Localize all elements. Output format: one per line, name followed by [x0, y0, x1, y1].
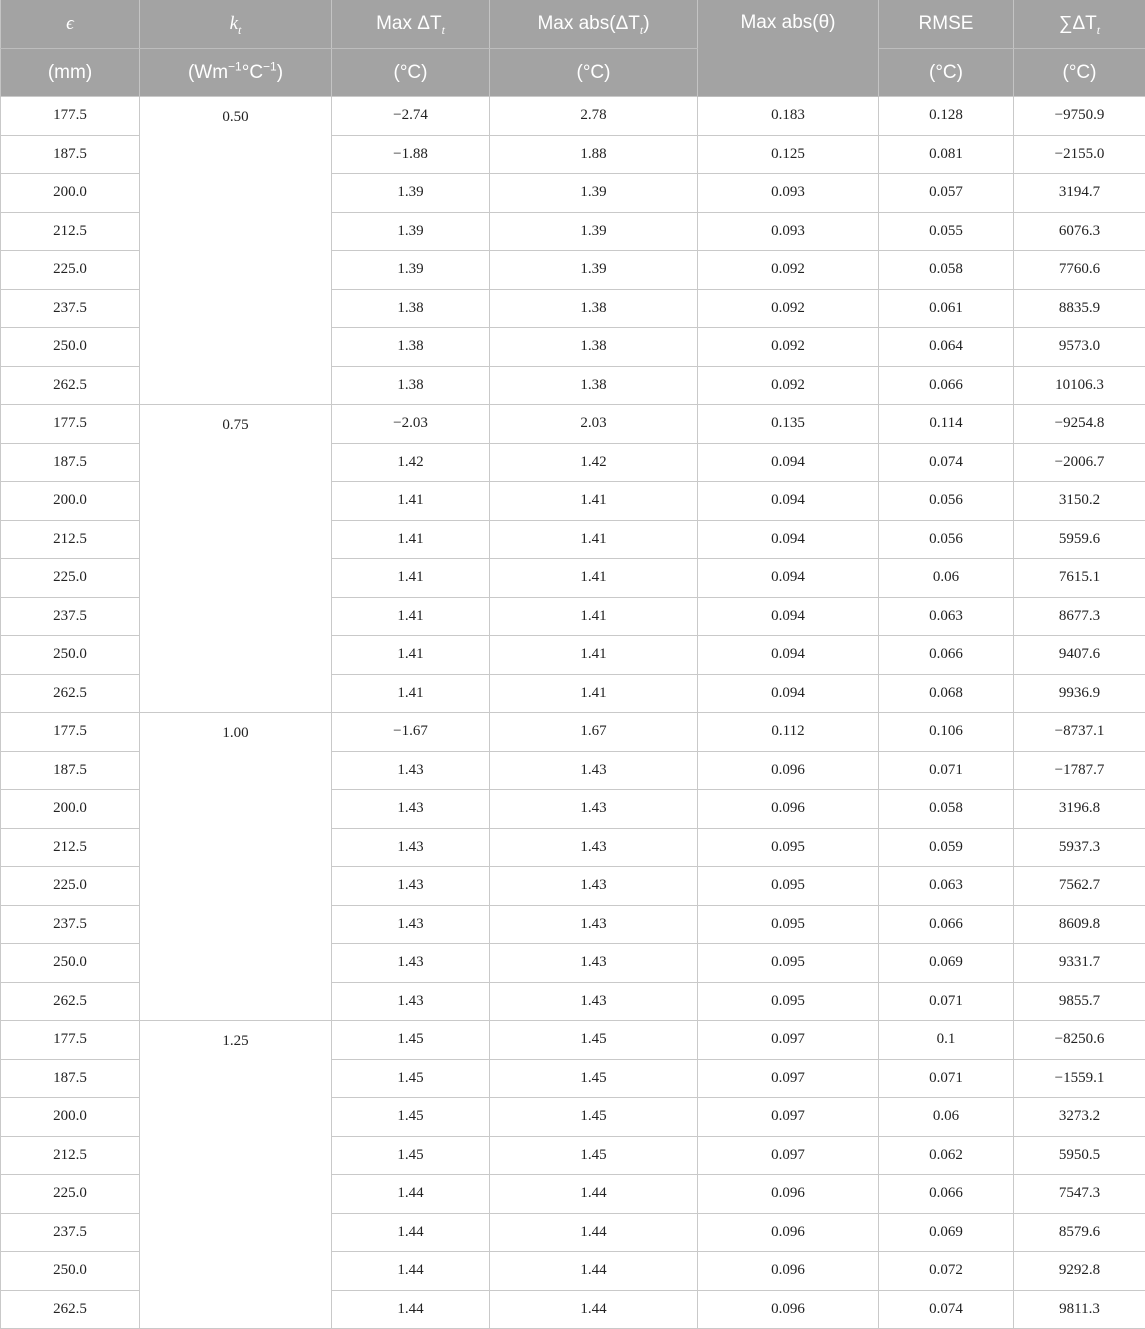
cell-epsilon: 177.5	[1, 97, 140, 136]
cell-rmse: 0.057	[879, 174, 1014, 213]
cell-epsilon: 212.5	[1, 520, 140, 559]
cell-max-abs-theta: 0.095	[698, 944, 879, 983]
cell-max-abs-dt: 1.45	[490, 1136, 698, 1175]
cell-kt: 1.25	[140, 1021, 332, 1329]
cell-sum-dt: −9254.8	[1014, 405, 1145, 444]
cell-max-dt: 1.42	[332, 443, 490, 482]
cell-max-abs-theta: 0.095	[698, 867, 879, 906]
cell-sum-dt: 5937.3	[1014, 828, 1145, 867]
cell-rmse: 0.056	[879, 482, 1014, 521]
cell-epsilon: 225.0	[1, 867, 140, 906]
cell-max-dt: 1.41	[332, 674, 490, 713]
header-kt-unit: $(Wm^{-1}^\circ C^{-1})$	[140, 49, 332, 97]
cell-rmse: 0.066	[879, 1175, 1014, 1214]
cell-max-abs-dt: 1.42	[490, 443, 698, 482]
cell-sum-dt: 3150.2	[1014, 482, 1145, 521]
cell-rmse: 0.071	[879, 751, 1014, 790]
cell-rmse: 0.058	[879, 790, 1014, 829]
cell-sum-dt: 9811.3	[1014, 1290, 1145, 1329]
cell-sum-dt: 7547.3	[1014, 1175, 1145, 1214]
header-epsilon: ϵ	[1, 0, 140, 49]
header-max-abs-theta: Max abs(θ)	[698, 0, 879, 97]
cell-max-abs-theta: 0.094	[698, 636, 879, 675]
table-row	[1, 405, 1145, 444]
cell-max-dt: 1.43	[332, 828, 490, 867]
cell-sum-dt: 7562.7	[1014, 867, 1145, 906]
cell-rmse: 0.066	[879, 366, 1014, 405]
cell-sum-dt: −2006.7	[1014, 443, 1145, 482]
cell-max-abs-dt: 1.41	[490, 520, 698, 559]
cell-rmse: 0.062	[879, 1136, 1014, 1175]
header-sum-dt-unit: (°C)	[1014, 49, 1145, 97]
cell-epsilon: 225.0	[1, 559, 140, 598]
cell-rmse: 0.055	[879, 212, 1014, 251]
cell-max-abs-dt: 2.03	[490, 405, 698, 444]
cell-sum-dt: −9750.9	[1014, 97, 1145, 136]
cell-sum-dt: 3194.7	[1014, 174, 1145, 213]
cell-epsilon: 212.5	[1, 828, 140, 867]
cell-sum-dt: 9292.8	[1014, 1252, 1145, 1291]
cell-max-abs-dt: 1.44	[490, 1290, 698, 1329]
cell-max-abs-theta: 0.183	[698, 97, 879, 136]
cell-max-abs-dt: 1.38	[490, 366, 698, 405]
cell-max-dt: 1.45	[332, 1059, 490, 1098]
cell-max-abs-dt: 1.41	[490, 482, 698, 521]
header-max-dt-unit: (°C)	[332, 49, 490, 97]
cell-max-dt: −1.88	[332, 135, 490, 174]
cell-max-abs-dt: 1.44	[490, 1175, 698, 1214]
cell-max-dt: 1.38	[332, 289, 490, 328]
cell-rmse: 0.1	[879, 1021, 1014, 1060]
cell-max-abs-dt: 1.39	[490, 212, 698, 251]
cell-rmse: 0.066	[879, 636, 1014, 675]
cell-sum-dt: −2155.0	[1014, 135, 1145, 174]
cell-rmse: 0.06	[879, 559, 1014, 598]
cell-max-abs-theta: 0.095	[698, 828, 879, 867]
cell-max-dt: 1.44	[332, 1252, 490, 1291]
cell-max-abs-theta: 0.092	[698, 289, 879, 328]
cell-epsilon: 187.5	[1, 443, 140, 482]
cell-max-dt: 1.41	[332, 636, 490, 675]
cell-max-dt: −2.03	[332, 405, 490, 444]
cell-epsilon: 177.5	[1, 713, 140, 752]
cell-rmse: 0.069	[879, 944, 1014, 983]
cell-rmse: 0.063	[879, 597, 1014, 636]
cell-max-abs-theta: 0.093	[698, 174, 879, 213]
cell-epsilon: 200.0	[1, 790, 140, 829]
cell-max-dt: 1.39	[332, 212, 490, 251]
table-row	[1, 713, 1145, 752]
cell-epsilon: 187.5	[1, 135, 140, 174]
cell-max-dt: 1.43	[332, 751, 490, 790]
cell-sum-dt: 7615.1	[1014, 559, 1145, 598]
cell-max-abs-theta: 0.094	[698, 443, 879, 482]
cell-max-abs-theta: 0.097	[698, 1098, 879, 1137]
cell-max-abs-dt: 1.41	[490, 636, 698, 675]
cell-max-dt: 1.45	[332, 1098, 490, 1137]
cell-max-abs-theta: 0.096	[698, 790, 879, 829]
cell-epsilon: 187.5	[1, 751, 140, 790]
cell-max-abs-theta: 0.094	[698, 597, 879, 636]
cell-sum-dt: 3273.2	[1014, 1098, 1145, 1137]
cell-epsilon: 262.5	[1, 1290, 140, 1329]
cell-max-dt: 1.43	[332, 905, 490, 944]
cell-max-abs-theta: 0.097	[698, 1059, 879, 1098]
cell-max-abs-theta: 0.135	[698, 405, 879, 444]
cell-max-dt: 1.44	[332, 1175, 490, 1214]
cell-rmse: 0.072	[879, 1252, 1014, 1291]
cell-sum-dt: 5950.5	[1014, 1136, 1145, 1175]
cell-rmse: 0.074	[879, 443, 1014, 482]
cell-epsilon: 237.5	[1, 597, 140, 636]
cell-max-abs-dt: 1.41	[490, 674, 698, 713]
cell-rmse: 0.064	[879, 328, 1014, 367]
cell-sum-dt: 5959.6	[1014, 520, 1145, 559]
cell-max-abs-dt: 1.38	[490, 328, 698, 367]
cell-max-abs-dt: 1.44	[490, 1213, 698, 1252]
cell-max-abs-theta: 0.096	[698, 1213, 879, 1252]
cell-max-abs-dt: 1.88	[490, 135, 698, 174]
cell-max-dt: 1.41	[332, 559, 490, 598]
cell-max-dt: 1.43	[332, 867, 490, 906]
cell-rmse: 0.058	[879, 251, 1014, 290]
header-rmse: RMSE	[879, 0, 1014, 49]
cell-max-dt: 1.45	[332, 1136, 490, 1175]
cell-rmse: 0.114	[879, 405, 1014, 444]
cell-epsilon: 177.5	[1, 1021, 140, 1060]
cell-sum-dt: 6076.3	[1014, 212, 1145, 251]
cell-epsilon: 250.0	[1, 1252, 140, 1291]
cell-epsilon: 262.5	[1, 366, 140, 405]
cell-max-abs-theta: 0.097	[698, 1021, 879, 1060]
cell-epsilon: 250.0	[1, 944, 140, 983]
cell-max-dt: 1.45	[332, 1021, 490, 1060]
cell-sum-dt: 9407.6	[1014, 636, 1145, 675]
cell-max-abs-dt: 1.43	[490, 944, 698, 983]
cell-sum-dt: 8609.8	[1014, 905, 1145, 944]
cell-epsilon: 212.5	[1, 212, 140, 251]
cell-sum-dt: −8737.1	[1014, 713, 1145, 752]
cell-sum-dt: 9573.0	[1014, 328, 1145, 367]
cell-max-abs-theta: 0.094	[698, 482, 879, 521]
cell-rmse: 0.106	[879, 713, 1014, 752]
cell-rmse: 0.056	[879, 520, 1014, 559]
header-row-units	[1, 49, 1145, 97]
table-header	[1, 0, 1145, 97]
cell-sum-dt: 8677.3	[1014, 597, 1145, 636]
cell-rmse: 0.066	[879, 905, 1014, 944]
cell-max-abs-theta: 0.112	[698, 713, 879, 752]
cell-max-abs-dt: 1.45	[490, 1021, 698, 1060]
cell-sum-dt: 8579.6	[1014, 1213, 1145, 1252]
cell-sum-dt: 8835.9	[1014, 289, 1145, 328]
table-row	[1, 97, 1145, 136]
cell-max-abs-dt: 1.38	[490, 289, 698, 328]
cell-sum-dt: 9855.7	[1014, 982, 1145, 1021]
cell-epsilon: 200.0	[1, 1098, 140, 1137]
cell-max-abs-dt: 1.43	[490, 867, 698, 906]
header-rmse-unit: (°C)	[879, 49, 1014, 97]
header-epsilon-unit: (mm)	[1, 49, 140, 97]
cell-sum-dt: 3196.8	[1014, 790, 1145, 829]
cell-epsilon: 262.5	[1, 982, 140, 1021]
cell-max-dt: 1.41	[332, 520, 490, 559]
cell-kt: 1.00	[140, 713, 332, 1021]
cell-max-abs-dt: 1.41	[490, 559, 698, 598]
cell-sum-dt: −1787.7	[1014, 751, 1145, 790]
cell-sum-dt: 9331.7	[1014, 944, 1145, 983]
cell-max-abs-theta: 0.096	[698, 751, 879, 790]
cell-epsilon: 225.0	[1, 251, 140, 290]
table-row	[1, 1021, 1145, 1060]
cell-rmse: 0.081	[879, 135, 1014, 174]
cell-epsilon: 237.5	[1, 905, 140, 944]
cell-rmse: 0.128	[879, 97, 1014, 136]
cell-max-abs-dt: 1.43	[490, 905, 698, 944]
cell-epsilon: 187.5	[1, 1059, 140, 1098]
cell-max-abs-theta: 0.095	[698, 982, 879, 1021]
cell-epsilon: 200.0	[1, 174, 140, 213]
cell-max-abs-dt: 1.43	[490, 828, 698, 867]
cell-max-dt: 1.41	[332, 482, 490, 521]
header-sum-dt: $\sum\Delta T_t$	[1014, 0, 1145, 49]
cell-epsilon: 250.0	[1, 636, 140, 675]
cell-max-dt: 1.44	[332, 1290, 490, 1329]
cell-kt: 0.50	[140, 97, 332, 405]
cell-rmse: 0.063	[879, 867, 1014, 906]
cell-max-abs-dt: 1.45	[490, 1098, 698, 1137]
cell-max-abs-dt: 1.45	[490, 1059, 698, 1098]
cell-max-abs-theta: 0.096	[698, 1252, 879, 1291]
cell-epsilon: 212.5	[1, 1136, 140, 1175]
cell-max-abs-theta: 0.093	[698, 212, 879, 251]
cell-max-abs-dt: 1.39	[490, 174, 698, 213]
cell-max-abs-theta: 0.097	[698, 1136, 879, 1175]
cell-max-abs-dt: 1.41	[490, 597, 698, 636]
cell-max-abs-dt: 1.67	[490, 713, 698, 752]
cell-max-abs-theta: 0.095	[698, 905, 879, 944]
cell-rmse: 0.074	[879, 1290, 1014, 1329]
cell-rmse: 0.071	[879, 1059, 1014, 1098]
cell-max-abs-dt: 2.78	[490, 97, 698, 136]
cell-max-abs-dt: 1.44	[490, 1252, 698, 1291]
cell-sum-dt: 10106.3	[1014, 366, 1145, 405]
cell-max-abs-dt: 1.39	[490, 251, 698, 290]
cell-epsilon: 177.5	[1, 405, 140, 444]
table-body	[1, 97, 1145, 1329]
cell-max-abs-theta: 0.096	[698, 1175, 879, 1214]
cell-max-abs-theta: 0.092	[698, 251, 879, 290]
cell-max-abs-dt: 1.43	[490, 790, 698, 829]
cell-max-dt: 1.38	[332, 328, 490, 367]
header-max-dt: Max $\Delta T_t$	[332, 0, 490, 49]
cell-epsilon: 237.5	[1, 1213, 140, 1252]
cell-max-dt: 1.39	[332, 174, 490, 213]
header-max-abs-dt: Max $abs(\Delta T_t)$	[490, 0, 698, 49]
header-row-labels	[1, 0, 1145, 49]
cell-sum-dt: 9936.9	[1014, 674, 1145, 713]
cell-max-dt: −2.74	[332, 97, 490, 136]
cell-max-dt: 1.38	[332, 366, 490, 405]
cell-max-abs-theta: 0.094	[698, 559, 879, 598]
cell-epsilon: 262.5	[1, 674, 140, 713]
cell-epsilon: 237.5	[1, 289, 140, 328]
cell-rmse: 0.069	[879, 1213, 1014, 1252]
cell-max-abs-theta: 0.094	[698, 520, 879, 559]
cell-max-abs-theta: 0.092	[698, 328, 879, 367]
header-max-abs-dt-unit: (°C)	[490, 49, 698, 97]
header-kt: $k_t$	[140, 0, 332, 49]
cell-max-dt: 1.44	[332, 1213, 490, 1252]
cell-sum-dt: 7760.6	[1014, 251, 1145, 290]
cell-max-abs-theta: 0.094	[698, 674, 879, 713]
cell-max-abs-dt: 1.43	[490, 982, 698, 1021]
cell-max-abs-dt: 1.43	[490, 751, 698, 790]
cell-sum-dt: −1559.1	[1014, 1059, 1145, 1098]
cell-rmse: 0.068	[879, 674, 1014, 713]
cell-rmse: 0.059	[879, 828, 1014, 867]
cell-max-abs-theta: 0.092	[698, 366, 879, 405]
cell-max-dt: −1.67	[332, 713, 490, 752]
cell-epsilon: 250.0	[1, 328, 140, 367]
cell-max-dt: 1.43	[332, 790, 490, 829]
cell-max-abs-theta: 0.096	[698, 1290, 879, 1329]
cell-epsilon: 200.0	[1, 482, 140, 521]
cell-epsilon: 225.0	[1, 1175, 140, 1214]
cell-max-dt: 1.43	[332, 982, 490, 1021]
cell-rmse: 0.06	[879, 1098, 1014, 1137]
cell-sum-dt: −8250.6	[1014, 1021, 1145, 1060]
cell-max-dt: 1.43	[332, 944, 490, 983]
cell-max-dt: 1.39	[332, 251, 490, 290]
cell-rmse: 0.061	[879, 289, 1014, 328]
cell-kt: 0.75	[140, 405, 332, 713]
cell-max-abs-theta: 0.125	[698, 135, 879, 174]
cell-rmse: 0.071	[879, 982, 1014, 1021]
cell-max-dt: 1.41	[332, 597, 490, 636]
